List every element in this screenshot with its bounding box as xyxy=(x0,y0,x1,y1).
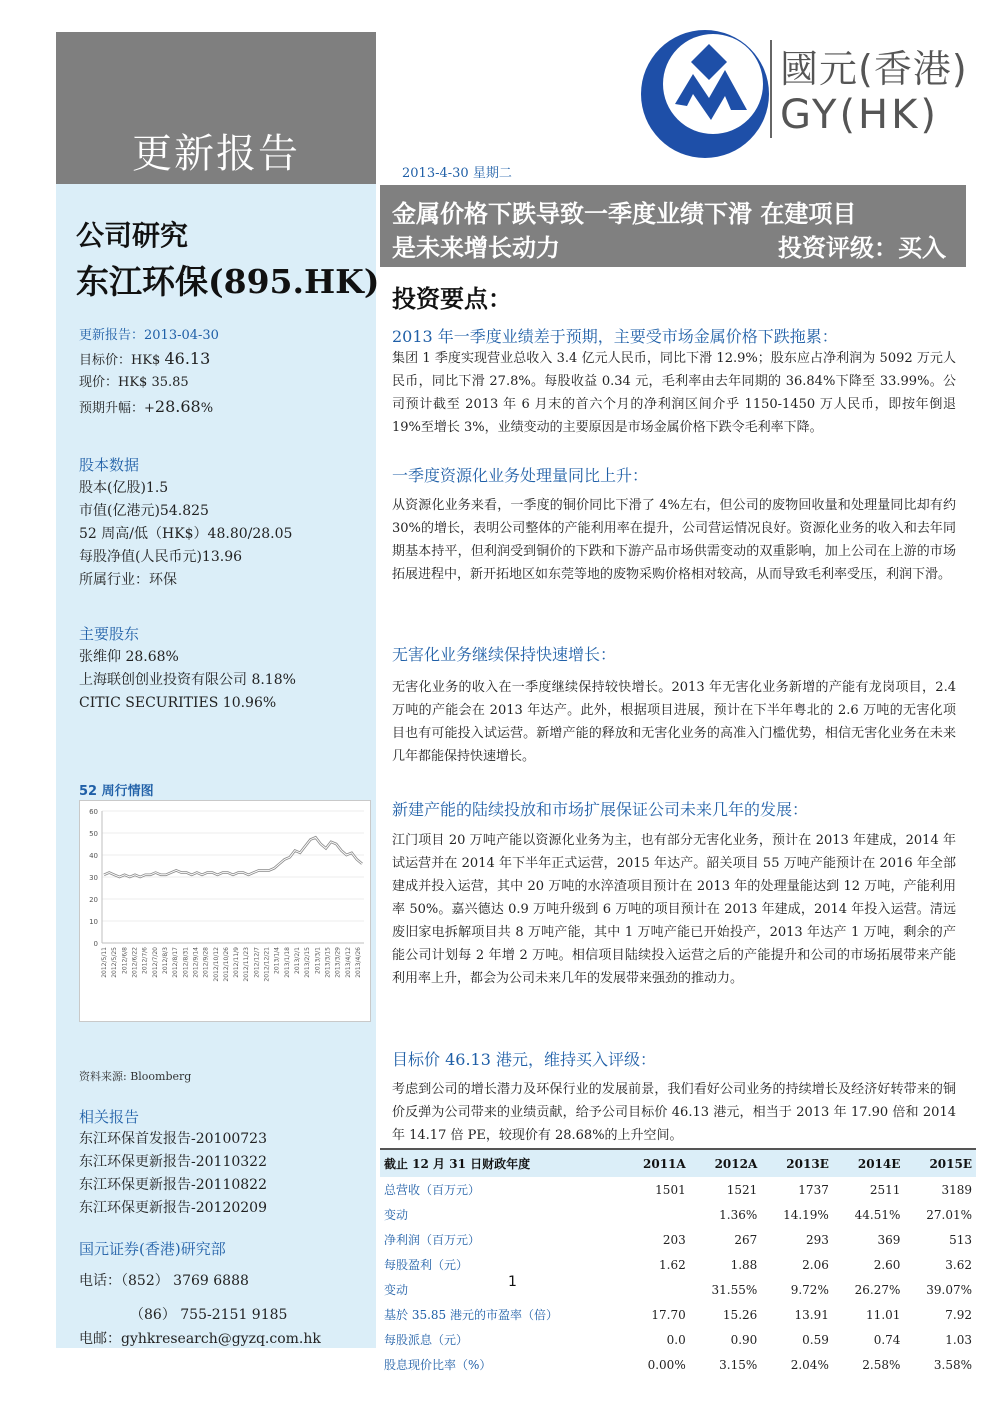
email: 电邮：gyhkresearch@gyzq.com.hk xyxy=(79,1331,321,1347)
list-item: CITIC SECURITIES 10.96% xyxy=(79,695,277,711)
major-holders-title: 主要股东 xyxy=(79,625,140,643)
phone-cn: （86） 755-2151 9185 xyxy=(130,1307,288,1323)
logo-divider xyxy=(770,40,772,138)
column-header: 截止 12 月 31 日财政年度 xyxy=(380,1149,622,1177)
section-title: 2013 年一季度业绩差于预期，主要受市场金属价格下跌拖累： xyxy=(392,327,838,346)
table-cell: 31.55% xyxy=(711,1282,758,1297)
current-price: 现价：HK$ 35.85 xyxy=(79,375,189,390)
x-tick-label: 2013/3/29 xyxy=(334,947,342,978)
section-body: 考虑到公司的增长潜力及环保行业的发展前景，我们看好公司业务的持续增长及经济好转带来的铜价反弹为公司带来的业绩贡献，给予公司目标价 46.13 港元，相当于 2013 年 17.90 倍和 2014 年 14.17 倍 PE，较现价有 28.68%的上升空间。 xyxy=(392,1082,956,1143)
table-cell: 0.0 xyxy=(666,1332,686,1347)
row-label: 变动 xyxy=(384,1208,409,1222)
section-body: 江门项目 20 万吨产能以资源化业务为主，也有部分无害化业务，预计在 2013 年建成，2014 年试运营并在 2014 年下半年正式运营，2015 年达产。韶关项目 55 万吨产能预计在 2016 年全部建成并投入运营，其中 20 万吨的水淬渣项目预计在 2013 年的处理量能达到 12 万吨，产能利用率 50%。嘉兴德达 0.9 万吨升级到 6 万吨的项目预计在 2013 年建成，2014 年投入运营。清远废旧家电拆解项目共 8 万吨产能，其中 1 万吨产能已开始投产，2013 年达产 1 万吨，剩余的产能公司计划每 2 年增 2 万吨。相信项目陆续投入运营之后的产能提升和公司的市场拓展带来产能利用率上升，都会为公司未来几年的发展带来强劲的推动力。 xyxy=(392,833,956,986)
y-tick-label: 0 xyxy=(93,940,98,948)
table-body xyxy=(380,1177,976,1377)
list-item: 东江环保更新报告-20110322 xyxy=(79,1154,267,1170)
column-header: 2015E xyxy=(904,1149,976,1177)
table-row xyxy=(380,1252,976,1277)
x-tick-label: 2012/5/11 xyxy=(101,947,108,978)
x-tick-label: 2013/2/1 xyxy=(294,947,302,974)
list-item: 上海联创创业投资有限公司 8.18% xyxy=(79,672,296,688)
x-tick-label: 2012/8/31 xyxy=(182,947,190,978)
company-name: 东江环保(895.HK) xyxy=(76,262,380,301)
logo-english-text: GY(HK) xyxy=(780,92,939,138)
price-chart xyxy=(79,800,371,1022)
list-item: 股本(亿股)1.5 xyxy=(79,480,169,496)
x-tick-label: 2012/5/25 xyxy=(111,947,119,978)
update-date: 更新报告：2013-04-30 xyxy=(79,328,219,343)
table-cell: 0.74 xyxy=(873,1332,901,1347)
investment-rating: 投资评级：买入 xyxy=(778,233,946,262)
headline xyxy=(392,197,960,265)
table-cell: 0.59 xyxy=(802,1332,829,1347)
x-tick-label: 2012/12/21 xyxy=(263,947,271,982)
x-tick-label: 2012/6/22 xyxy=(131,947,139,978)
row-label: 基於 35.85 港元的市盈率（倍） xyxy=(384,1308,558,1322)
price-line xyxy=(104,837,362,877)
expected-upside xyxy=(79,395,213,421)
x-tick-label: 2013/1/18 xyxy=(283,947,291,978)
major-holders-list xyxy=(79,646,296,715)
table-cell: 293 xyxy=(805,1232,829,1247)
column-header: 2012A xyxy=(690,1149,762,1177)
row-label: 每股派息（元） xyxy=(384,1333,469,1347)
section-title: 无害化业务继续保持快速增长： xyxy=(392,645,617,664)
upside-label: 预期升幅：+ xyxy=(79,401,155,416)
table-cell: 15.26 xyxy=(722,1307,758,1322)
table-cell: 267 xyxy=(734,1232,758,1247)
table-row xyxy=(380,1327,976,1352)
list-item: 东江环保首发报告-20100723 xyxy=(79,1131,267,1147)
upside-unit: % xyxy=(200,401,214,416)
section-title: 新建产能的陆续投放和市场扩展保证公司未来几年的发展： xyxy=(392,800,809,819)
logo-chinese-text: 國元(香港) xyxy=(780,47,968,91)
table-row xyxy=(380,1302,976,1327)
table-cell: 3.15% xyxy=(719,1357,758,1372)
headline-line-2 xyxy=(392,231,960,265)
x-tick-label: 2012/7/6 xyxy=(141,947,149,974)
table-cell: 26.27% xyxy=(854,1282,901,1297)
table-cell: 1.88 xyxy=(730,1257,758,1272)
table-cell: 1501 xyxy=(655,1182,686,1197)
table-cell: 369 xyxy=(877,1232,901,1247)
table-header-row xyxy=(380,1149,976,1177)
equity-data-list xyxy=(79,477,292,592)
table-cell: 2.60 xyxy=(873,1257,901,1272)
table-cell: 44.51% xyxy=(854,1207,901,1222)
table-cell: 1521 xyxy=(726,1182,758,1197)
section-label: 公司研究 xyxy=(76,219,189,252)
section-title: 目标价 46.13 港元，维持买入评级： xyxy=(392,1050,656,1069)
x-tick-label: 2012/10/26 xyxy=(222,947,230,982)
y-tick-label: 40 xyxy=(89,852,98,860)
report-type-title: 更新报告 xyxy=(132,131,300,177)
table-cell xyxy=(622,1202,690,1227)
table-row xyxy=(380,1202,976,1227)
table-cell: 7.92 xyxy=(945,1307,972,1322)
data-source: 资料来源: Bloomberg xyxy=(79,1070,192,1083)
list-item: 市值(亿港元)54.825 xyxy=(79,503,209,519)
x-tick-label: 2012/6/8 xyxy=(121,947,129,974)
list-item: 东江环保更新报告-20120209 xyxy=(79,1200,267,1216)
chart-title: 52 周行情图 xyxy=(79,784,154,799)
x-tick-label: 2012/7/20 xyxy=(151,947,159,978)
y-tick-label: 20 xyxy=(89,896,98,904)
x-tick-label: 2012/9/14 xyxy=(192,947,200,978)
price-line-outline xyxy=(104,837,362,877)
table-cell: 3189 xyxy=(941,1182,972,1197)
headline-line-1: 金属价格下跌导致一季度业绩下滑 在建项目 xyxy=(392,199,857,228)
table-cell: 3.58% xyxy=(933,1357,972,1372)
table-cell: 39.07% xyxy=(926,1282,972,1297)
table-row xyxy=(380,1227,976,1252)
x-tick-label: 2012/8/3 xyxy=(161,947,169,974)
upside-value: 28.68 xyxy=(154,397,201,416)
list-item: 张维仰 28.68% xyxy=(79,649,179,665)
table-cell: 3.62 xyxy=(945,1257,972,1272)
table-cell: 2.58% xyxy=(862,1357,901,1372)
table-cell xyxy=(622,1277,690,1302)
list-item: 52 周高/低（HK$）48.80/28.05 xyxy=(79,526,293,542)
y-tick-label: 50 xyxy=(89,830,98,838)
key-points-title: 投资要点： xyxy=(392,284,512,313)
table-row xyxy=(380,1277,976,1302)
column-header: 2011A xyxy=(622,1149,690,1177)
report-date: 2013-4-30 星期二 xyxy=(402,166,512,181)
row-label: 每股盈利（元） xyxy=(384,1258,469,1272)
table-cell: 17.70 xyxy=(651,1307,686,1322)
list-item: 每股净值(人民币元)13.96 xyxy=(79,549,243,565)
list-item: 东江环保更新报告-20110822 xyxy=(79,1177,267,1193)
table-cell: 203 xyxy=(662,1232,686,1247)
x-tick-label: 2012/9/28 xyxy=(202,947,210,978)
table-cell: 9.72% xyxy=(790,1282,829,1297)
table-cell: 2.04% xyxy=(790,1357,829,1372)
table-cell: 1737 xyxy=(798,1182,829,1197)
y-tick-label: 10 xyxy=(89,918,98,926)
table-cell: 513 xyxy=(949,1232,972,1247)
x-tick-label: 2013/2/15 xyxy=(304,947,312,978)
phone-hk: 电话：（852） 3769 6888 xyxy=(79,1273,249,1289)
y-tick-label: 60 xyxy=(89,808,98,816)
headline-subtitle: 是未来增长动力 xyxy=(392,233,560,262)
equity-data-title: 股本数据 xyxy=(79,456,140,474)
x-tick-label: 2012/10/12 xyxy=(212,947,220,982)
table-cell: 1.36% xyxy=(719,1207,758,1222)
x-tick-label: 2012/11/23 xyxy=(243,947,251,982)
section-body: 集团 1 季度实现营业总收入 3.4 亿元人民币，同比下滑 12.9%；股东应占净利润为 5092 万元人民币，同比下滑 27.8%。每股收益 0.34 元，毛利率由去年同期的 36.84%下降至 33.99%。公司预计截至 2013 年 6 月末的首六个月的净利润区间介乎 1150-1450 万人民币，即按年倒退 19%至增长 3%，业绩变动的主要原因是市场金属价格下跌令毛利率下降。 xyxy=(392,351,956,435)
table-cell: 13.91 xyxy=(794,1307,829,1322)
section-body: 从资源化业务来看，一季度的铜价同比下滑了 4%左右，但公司的废物回收量和处理量同比却有约 30%的增长，表明公司整体的产能利用率在提升，公司营运情况良好。资源化业务的收入和去年同期基本持平，但利润受到铜价的下跌和下游产品市场供需变动的双重影响，加上公司在上游的市场拓展进程中，新开拓地区如东莞等地的废物采购价格相对较高，从而导致毛利率受压，利润下滑。 xyxy=(392,498,956,582)
list-item: 所属行业：环保 xyxy=(79,572,177,588)
table-cell: 14.19% xyxy=(783,1207,829,1222)
x-tick-label: 2012/11/9 xyxy=(233,947,241,978)
related-reports-list xyxy=(79,1128,267,1220)
table-cell: 1.03 xyxy=(945,1332,972,1347)
table-cell: 0.90 xyxy=(730,1332,758,1347)
x-tick-label: 2013/1/4 xyxy=(273,947,281,974)
section-body: 无害化业务的收入在一季度继续保持较快增长。2013 年无害化业务新增的产能有龙岗项目，2.4 万吨的产能会在 2013 年达产。此外，根据项目进展，预计在下半年粤北的 2.6 万吨的无害化项目也有可能投入试运营。新增产能的释放和无害化业务的高准入门槛优势，相信无害化业务在未来几年都能保持快速增长。 xyxy=(392,680,956,764)
table-cell: 27.01% xyxy=(926,1207,972,1222)
x-tick-label: 2012/8/17 xyxy=(172,947,180,978)
table-cell: 2511 xyxy=(869,1182,901,1197)
page-number: 1 xyxy=(508,1274,517,1290)
table-cell: 2.06 xyxy=(802,1257,829,1272)
financial-summary-table xyxy=(380,1148,976,1377)
price-chart-svg xyxy=(80,801,370,1021)
research-dept: 国元证券(香港)研究部 xyxy=(79,1240,226,1258)
target-price xyxy=(79,347,210,373)
logo-emblem-icon xyxy=(635,22,785,162)
x-tick-label: 2012/12/7 xyxy=(253,947,261,978)
table-row xyxy=(380,1352,976,1377)
x-tick-label: 2013/4/26 xyxy=(355,947,362,978)
column-header: 2014E xyxy=(833,1149,905,1177)
y-tick-label: 30 xyxy=(89,874,98,882)
target-price-label: 目标价：HK$ xyxy=(79,353,161,368)
target-price-value: 46.13 xyxy=(164,349,211,368)
table-cell: 11.01 xyxy=(866,1307,901,1322)
row-label: 净利润（百万元） xyxy=(384,1233,481,1247)
table-cell: 1.62 xyxy=(659,1257,686,1272)
row-label: 股息现价比率（%） xyxy=(384,1358,492,1372)
x-tick-label: 2013/4/12 xyxy=(344,947,352,978)
row-label: 变动 xyxy=(384,1283,409,1297)
x-tick-label: 2013/3/1 xyxy=(314,947,322,974)
row-label: 总营收（百万元） xyxy=(384,1183,481,1197)
x-tick-label: 2013/3/15 xyxy=(324,947,332,978)
column-header: 2013E xyxy=(761,1149,833,1177)
table-row xyxy=(380,1177,976,1202)
section-title: 一季度资源化业务处理量同比上升： xyxy=(392,466,649,485)
table-cell: 0.00% xyxy=(647,1357,686,1372)
related-reports-title: 相关报告 xyxy=(79,1108,140,1126)
